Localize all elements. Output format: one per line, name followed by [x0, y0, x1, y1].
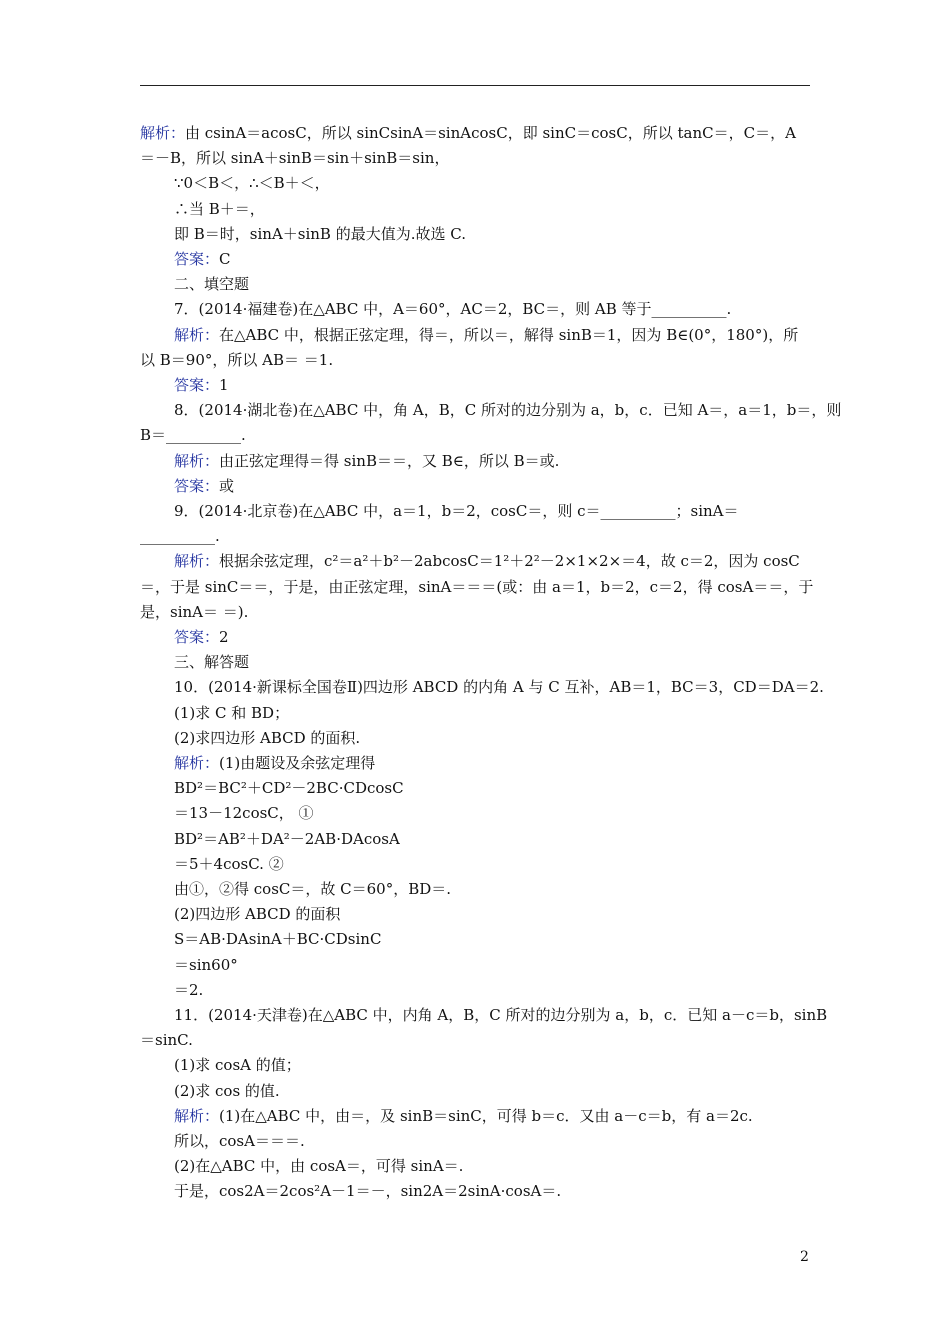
line-text: 由正弦定理得＝得 sinB＝＝，又 B∈，所以 B＝或. — [219, 451, 560, 470]
text-line — [174, 829, 400, 849]
line-text: (2)求 cos 的值. — [174, 1081, 280, 1100]
line-text: (1)求 cosA 的值； — [174, 1056, 301, 1075]
text-line — [174, 325, 798, 345]
text-line — [174, 677, 824, 697]
line-text: 二、填空题 — [174, 275, 250, 294]
text-line — [174, 753, 375, 773]
line-text: S＝AB·DAsinA＋BC·CDsinC — [174, 930, 382, 949]
line-text: 11．(2014·天津卷)在△ABC 中，内角 A，B，C 所对的边分别为 a，b，c．已知 a－c＝b，sinB — [174, 1006, 828, 1024]
text-line — [174, 778, 404, 798]
text-line — [140, 148, 449, 168]
line-text: ＝2. — [174, 980, 204, 999]
line-text: ＝，于是 sinC＝＝，于是，由正弦定理，sinA＝＝＝(或：由 a＝1，b＝2，c＝2，得 cosA＝＝，于 — [140, 577, 814, 596]
label-tag: 答案： — [174, 476, 220, 495]
line-text: ＝13－12cosC， ① — [174, 804, 314, 823]
line-text: 由 csinA＝acosC，所以 sinCsinA＝sinAcosC，即 sinC＝cosC，所以 tanC＝，C＝，A — [185, 124, 796, 142]
text-line — [174, 854, 284, 874]
text-line — [174, 652, 249, 672]
line-text: ＝－B，所以 sinA＋sinB＝sin＋sinB＝sin， — [140, 149, 450, 168]
text-line — [174, 1181, 561, 1201]
text-line — [174, 551, 800, 571]
line-text: B＝__________. — [140, 426, 246, 445]
text-line — [140, 1030, 193, 1050]
text-line — [174, 879, 451, 899]
text-line — [140, 123, 796, 143]
line-text: ∴当 B＋＝， — [174, 199, 265, 218]
text-line — [140, 577, 813, 597]
line-text: (2)求四边形 ABCD 的面积. — [174, 728, 361, 747]
text-line — [174, 1156, 463, 1176]
line-text: 所以，cosA＝＝＝. — [174, 1132, 305, 1150]
line-text: BD²＝AB²＋DA²－2AB·DAcosA — [174, 829, 400, 848]
label-tag: 解析： — [174, 1106, 220, 1125]
text-line — [174, 627, 229, 647]
line-text: 由①，②得 cosC＝，故 C＝60°，BD＝. — [174, 880, 452, 898]
text-line — [174, 400, 841, 420]
text-line — [174, 980, 203, 1000]
line-text: 7．(2014·福建卷)在△ABC 中，A＝60°，AC＝2，BC＝，则 AB 等于__________. — [174, 300, 732, 319]
line-text: (1)求 C 和 BD； — [174, 703, 290, 722]
line-text: (1)在△ABC 中，由＝，及 sinB＝sinC，可得 b＝c．又由 a－c＝b，有 a＝2c. — [219, 1106, 753, 1125]
label-tag: 解析： — [140, 124, 186, 142]
line-text: 1 — [219, 376, 229, 394]
text-line — [174, 929, 381, 949]
text-line — [174, 1081, 280, 1101]
line-text: 即 B＝时，sinA＋sinB 的最大值为.故选 C. — [174, 224, 466, 243]
text-line — [174, 299, 731, 319]
line-text: 在△ABC 中，根据正弦定理，得＝，所以＝，解得 sinB＝1，因为 B∈(0°，180°)，所 — [219, 325, 799, 344]
text-line — [174, 173, 330, 193]
text-line — [174, 1005, 827, 1025]
text-line — [174, 274, 249, 294]
text-line — [174, 1131, 305, 1151]
text-line — [174, 451, 559, 471]
line-text: ＝sin60° — [174, 955, 238, 974]
text-line — [174, 1055, 301, 1075]
line-text: ∵0＜B＜，∴＜B＋＜， — [174, 174, 330, 193]
line-text: 8．(2014·湖北卷)在△ABC 中，角 A，B，C 所对的边分别为 a，b，c．已知 A＝，a＝1，b＝，则 — [174, 401, 842, 420]
line-text: C — [219, 250, 231, 268]
text-line — [174, 476, 234, 496]
line-text: ＝5＋4cosC. ② — [174, 854, 284, 873]
text-line — [174, 904, 340, 924]
label-tag: 解析： — [174, 325, 220, 344]
label-tag: 答案： — [174, 250, 220, 268]
text-line — [140, 526, 220, 546]
text-line — [174, 501, 739, 521]
line-text: 或 — [219, 476, 235, 495]
text-line — [174, 803, 314, 823]
label-tag: 解析： — [174, 451, 220, 470]
label-tag: 解析： — [174, 754, 220, 772]
line-text: 以 B＝90°，所以 AB＝ ＝1. — [140, 350, 334, 369]
text-line — [174, 249, 231, 269]
text-line — [174, 199, 265, 219]
line-text: __________. — [140, 527, 220, 546]
page-number: 2 — [800, 1249, 809, 1265]
line-text: (2)在△ABC 中，由 cosA＝，可得 sinA＝. — [174, 1157, 464, 1176]
header-rule — [140, 85, 810, 86]
line-text: 于是，cos2A＝2cos²A－1＝－，sin2A＝2sinA·cosA＝. — [174, 1182, 562, 1201]
text-line — [174, 1106, 753, 1126]
line-text: 是，sinA＝ ＝). — [140, 602, 249, 621]
line-text: 三、解答题 — [174, 653, 250, 672]
label-tag: 答案： — [174, 376, 220, 394]
line-text: ＝sinC. — [140, 1031, 193, 1050]
line-text: 根据余弦定理，c²＝a²＋b²－2abcosC＝1²＋2²－2×1×2×＝4，故 c＝2，因为 cosC — [219, 552, 800, 571]
line-text: (2)四边形 ABCD 的面积 — [174, 905, 341, 924]
line-text: BD²＝BC²＋CD²－2BC·CDcosC — [174, 779, 404, 798]
label-tag: 答案： — [174, 628, 220, 646]
line-text: (1)由题设及余弦定理得 — [219, 754, 376, 772]
line-text: 2 — [219, 628, 229, 646]
text-line — [174, 703, 289, 723]
text-line — [174, 375, 229, 395]
text-line — [140, 602, 248, 622]
line-text: 10．(2014·新课标全国卷Ⅱ)四边形 ABCD 的内角 A 与 C 互补，AB＝1，BC＝3，CD＝DA＝2. — [174, 678, 824, 697]
line-text: 9．(2014·北京卷)在△ABC 中，a＝1，b＝2，cosC＝，则 c＝__________；sinA＝ — [174, 502, 739, 520]
text-line — [174, 224, 466, 244]
text-line — [140, 425, 246, 445]
label-tag: 解析： — [174, 552, 220, 571]
text-line — [174, 955, 238, 975]
text-line — [174, 728, 360, 748]
text-line — [140, 350, 333, 370]
